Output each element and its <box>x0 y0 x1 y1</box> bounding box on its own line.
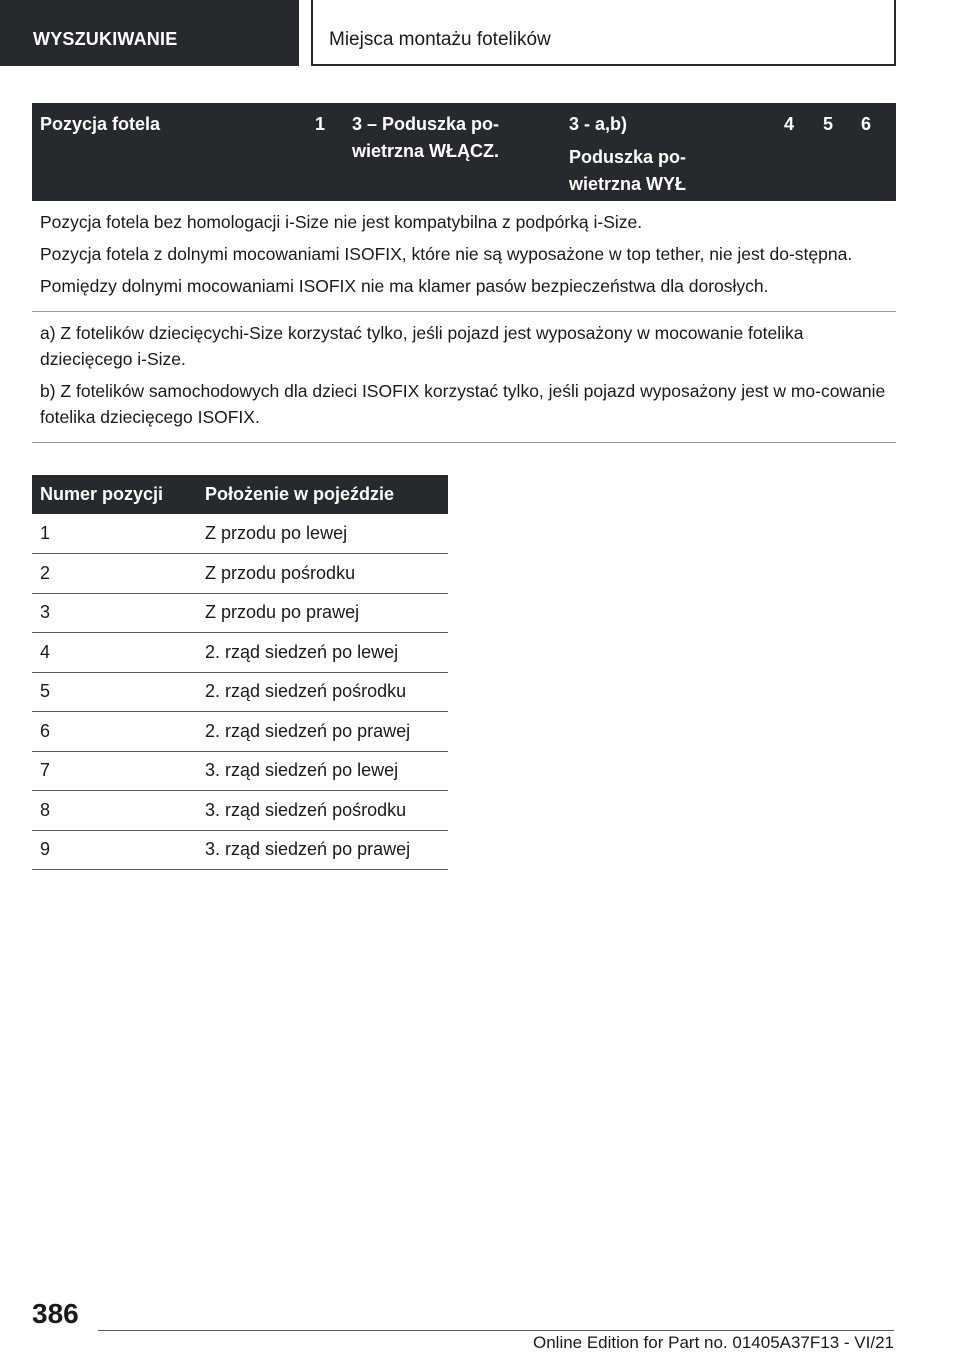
table-row <box>32 554 448 594</box>
header-col-3-airbag-off <box>569 111 719 198</box>
position-number: 5 <box>32 672 197 712</box>
position-number: 7 <box>32 751 197 791</box>
table-row <box>32 633 448 673</box>
position-number: 2 <box>32 554 197 594</box>
position-location: Z przodu po prawej <box>197 593 448 633</box>
page-number: 386 <box>32 1298 79 1329</box>
header-position-number: Numer pozycji <box>32 475 197 514</box>
seat-position-table <box>32 103 896 443</box>
position-location: 3. rząd siedzeń po prawej <box>197 830 448 870</box>
note: Pozycja fotela z dolnymi mocowaniami ISOFIX, które nie są wyposażone w top tether, nie jest do-stępna. <box>40 244 853 264</box>
position-location: Z przodu po lewej <box>197 514 448 554</box>
position-location: Z przodu pośrodku <box>197 554 448 594</box>
header-col-5: 5 <box>823 114 834 134</box>
footer-divider <box>98 1330 894 1331</box>
table-row <box>32 514 448 554</box>
table-row <box>32 751 448 791</box>
position-number: 9 <box>32 830 197 870</box>
position-number: 1 <box>32 514 197 554</box>
edition-text: Online Edition for Part no. 01405A37F13 - VI/21 <box>532 1333 894 1352</box>
seat-table-notes <box>32 201 896 312</box>
header-col-6: 6 <box>861 114 872 134</box>
position-location: 2. rząd siedzeń pośrodku <box>197 672 448 712</box>
table-row <box>32 712 448 752</box>
header-vehicle-location: Położenie w pojeździe <box>197 475 448 514</box>
header-col-3-sub: Poduszka po-wietrzna WYŁ <box>569 147 687 194</box>
position-location: 2. rząd siedzeń po lewej <box>197 633 448 673</box>
header-col-4: 4 <box>784 114 795 134</box>
table-row <box>32 593 448 633</box>
search-tab[interactable]: WYSZUKIWANIE <box>0 0 299 66</box>
seat-table-header <box>32 103 896 201</box>
footnote-b: b) Z fotelików samochodowych dla dzieci ISOFIX korzystać tylko, jeśli pojazd wyposażony jest w mo-cowanie fotelika dziecięcego ISOFIX. <box>40 381 886 427</box>
position-table <box>32 475 448 870</box>
position-number: 6 <box>32 712 197 752</box>
footnote-a: a) Z fotelików dziecięcychi-Size korzystać tylko, jeśli pojazd jest wyposażony w mocowanie fotelika dziecięcego i-Size. <box>40 323 804 369</box>
position-number: 3 <box>32 593 197 633</box>
table-row <box>32 830 448 870</box>
note: Pozycja fotela bez homologacji i-Size nie jest kompatybilna z podpórką i-Size. <box>40 212 643 232</box>
position-number: 8 <box>32 791 197 831</box>
position-number: 4 <box>32 633 197 673</box>
position-location: 2. rząd siedzeń po prawej <box>197 712 448 752</box>
header-col-1: 1 <box>315 114 326 134</box>
seat-table-footnotes <box>32 312 896 443</box>
position-location: 3. rząd siedzeń pośrodku <box>197 791 448 831</box>
note: Pomiędzy dolnymi mocowaniami ISOFIX nie ma klamer pasów bezpieczeństwa dla dorosłych. <box>40 276 769 296</box>
table-row <box>32 791 448 831</box>
section-title: Miejsca montażu fotelików <box>311 0 896 66</box>
header-col-3-airbag-on: 3 – Poduszka po-wietrzna WŁĄCZ. <box>352 114 500 161</box>
header-position: Pozycja fotela <box>40 114 161 134</box>
position-table-header <box>32 475 448 514</box>
table-row <box>32 672 448 712</box>
header-col-3-label: 3 - a,b) <box>569 114 628 134</box>
page-header <box>0 0 960 66</box>
position-location: 3. rząd siedzeń po lewej <box>197 751 448 791</box>
